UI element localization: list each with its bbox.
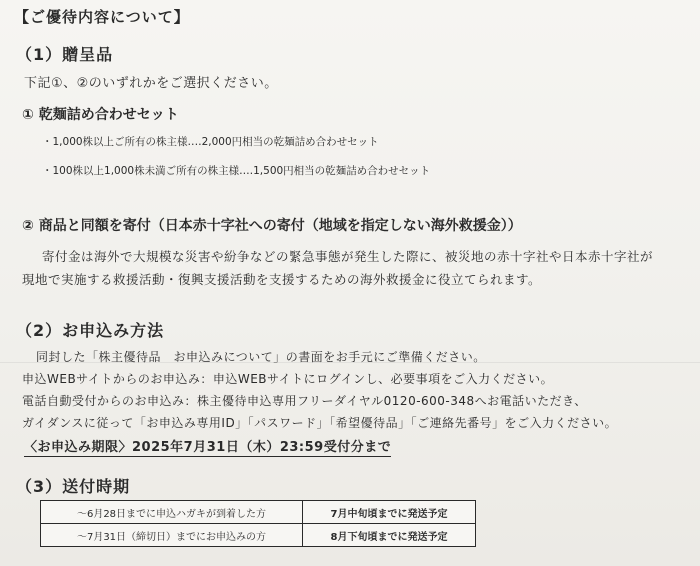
section1-title: （1）贈呈品: [16, 45, 114, 64]
section2-line-4: ガイダンスに従って「お申込み専用ID」「パスワード」「希望優待品」「ご連絡先番号」をご入力ください。: [22, 416, 618, 430]
shipping-schedule-table: [40, 500, 476, 547]
document-heading: 【ご優待内容について】: [14, 8, 190, 26]
section2-line-3: 電話自動受付からのお申込み：株主優待申込専用フリーダイヤル0120-600-348へお電話いただき、: [22, 394, 587, 408]
application-deadline: 〈お申込み期限〉2025年7月31日（木）23:59受付分まで: [24, 436, 391, 457]
schedule-condition: 〜6月28日までに申込ハガキが到着した方: [41, 501, 303, 524]
schedule-plan: 8月下旬頃までに発送予定: [303, 524, 476, 547]
option1-item-1: ・1,000株以上ご所有の株主様‥‥2,000円相当の乾麺詰め合わせセット: [42, 136, 379, 148]
schedule-condition: 〜7月31日（締切日）までにお申込みの方: [41, 524, 303, 547]
option2-line-1: 寄付金は海外で大規模な災害や紛争などの緊急事態が発生した際に、被災地の赤十字社や日本赤十字社が: [42, 249, 654, 264]
section2-title: （2）お申込み方法: [16, 321, 165, 340]
section2-line-2: 申込WEBサイトからのお申込み：申込WEBサイトにログインし、必要事項をご入力ください。: [22, 372, 554, 386]
schedule-plan: 7月中旬頃までに発送予定: [303, 501, 476, 524]
option1-item-2: ・100株以上1,000株未満ご所有の株主様‥‥1,500円相当の乾麺詰め合わせセット: [42, 165, 431, 177]
option1-title: ① 乾麺詰め合わせセット: [22, 107, 179, 123]
section3-title: （3）送付時期: [16, 477, 131, 496]
section2-line-1: 同封した「株主優待品 お申込みについて」の書面をお手元にご準備ください。: [36, 350, 486, 364]
table-row: [41, 524, 476, 547]
option2-title: ② 商品と同額を寄付（日本赤十字社への寄付（地域を指定しない海外救援金））: [22, 218, 522, 234]
section1-intro: 下記①、②のいずれかをご選択ください。: [24, 76, 278, 91]
table-row: [41, 501, 476, 524]
option2-line-2: 現地で実施する救援活動・復興支援活動を支援するための海外救援金に役立てられます。: [22, 272, 542, 287]
